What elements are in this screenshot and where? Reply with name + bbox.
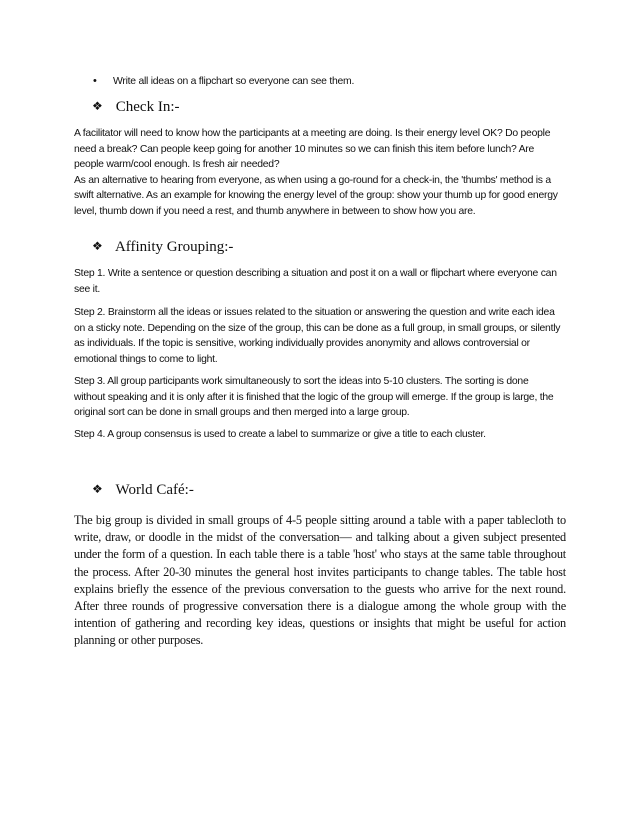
affinity-step-4: Step 4. A group consensus is used to create a label to summarize or give a title to each cluster.	[74, 429, 486, 440]
affinity-grouping-heading	[92, 237, 233, 256]
world-cafe-title: World Café:-	[115, 482, 194, 498]
bullet-icon: •	[93, 75, 97, 87]
diamond-bullet-icon: ❖	[92, 99, 103, 113]
affinity-step-3: Step 3. All group participants work simultaneously to sort the ideas into 5-10 clusters. The sorting is done without speaking and it is only after it is finished that the logic of the group will emerge. If the group is large, the original sort can be done in small groups and then merged into a large group.	[74, 376, 554, 418]
check-in-paragraph	[74, 126, 562, 219]
check-in-title: Check In:-	[115, 99, 180, 115]
affinity-step-2: Step 2. Brainstorm all the ideas or issues related to the situation or answering the question and write each idea on a sticky note. Depending on the size of the group, this can be done as a full group, in small groups, or silently as individuals. If the topic is sensitive, working individually provides anonymity and allows controversial or emotional things to come to light.	[74, 307, 561, 365]
diamond-bullet-icon: ❖	[92, 239, 103, 253]
check-in-text-1: A facilitator will need to know how the participants at a meeting are doing. Is their energy level OK? Do people need a break? Can people keep going for another 10 minutes so we can finish this item before lunch? Are people warm/cool enough. Is fresh air needed?	[74, 128, 551, 170]
affinity-grouping-title: Affinity Grouping:-	[114, 239, 234, 255]
diamond-bullet-icon: ❖	[92, 482, 103, 496]
world-cafe-paragraph: The big group is divided in small groups of 4-5 people sitting around a table with a paper tablecloth to write, draw, or doodle in the midst of the conversation— and talking about a given subject presented under the form of a question. In each table there is a table 'host' who stays at the same table throughout the process. After 20-30 minutes the general host invites participants to change tables. The table host explains briefly the essence of the previous conversation to the guests who arrive for the next round. After three rounds of progressive conversation there is a dialogue among the whole group with the intention of gathering and recording key ideas, questions or insights that might be useful for action planning or other purposes.	[74, 513, 566, 648]
affinity-step-1: Step 1. Write a sentence or question describing a situation and post it on a wall or flipchart where everyone can see it.	[74, 268, 557, 295]
world-cafe-heading	[92, 480, 194, 499]
check-in-heading	[92, 97, 179, 116]
bullet-text: Write all ideas on a flipchart so everyone can see them.	[113, 76, 355, 87]
check-in-text-2: As an alternative to hearing from everyone, as when using a go-round for a check-in, the 'thumbs' method is a swift alternative. As an example for knowing the energy level of the group: show your thumb up for good energy level, thumb down if you need a rest, and thumb anywhere in between to show how you are.	[74, 174, 558, 217]
